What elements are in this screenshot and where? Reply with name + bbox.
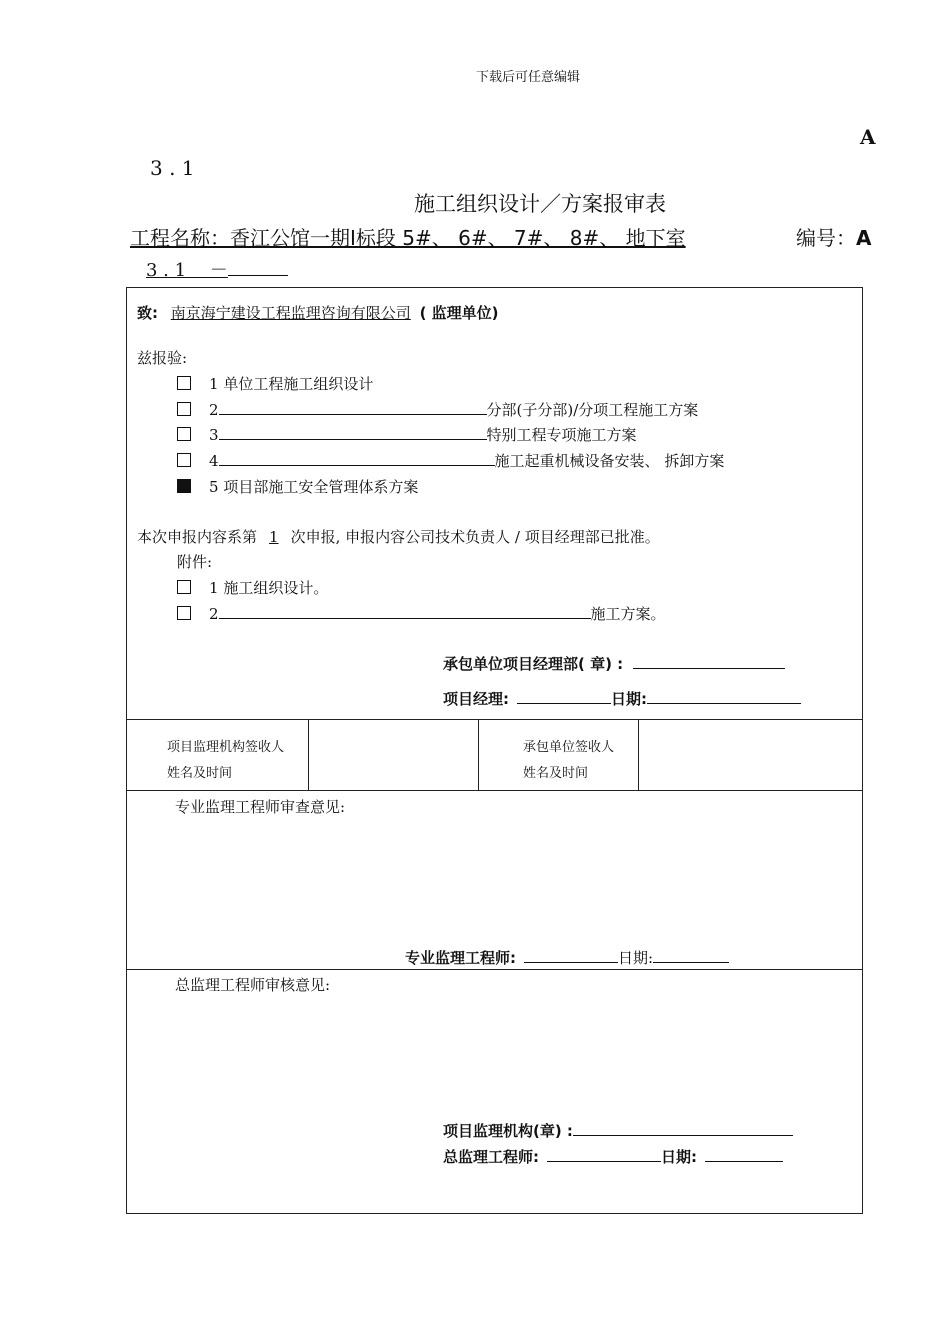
engineer-date-label: 日期: bbox=[618, 949, 654, 967]
chief-sign-label: 总监理工程师: bbox=[443, 1148, 539, 1166]
item-4 bbox=[177, 450, 724, 471]
engineer-sign-line bbox=[405, 947, 729, 968]
pm-line bbox=[443, 688, 801, 709]
checkbox-icon[interactable] bbox=[177, 376, 191, 390]
checked-checkbox-icon[interactable] bbox=[177, 479, 191, 493]
item-text: 特别工程专项施工方案 bbox=[486, 426, 637, 444]
sign-contractor-line1: 承包单位签收人 bbox=[523, 740, 615, 755]
number-suffix: 3 . 1 － bbox=[146, 260, 228, 281]
project-line bbox=[130, 222, 686, 251]
fill-blank bbox=[219, 425, 487, 440]
code-left: 3 . 1 bbox=[150, 156, 195, 180]
item-text: 分部(子分部)/分项工程施工方案 bbox=[486, 401, 699, 419]
col-divider bbox=[638, 719, 639, 790]
report-count: 1 bbox=[269, 528, 279, 546]
checkbox-icon[interactable] bbox=[177, 606, 191, 620]
engineer-sign-label: 专业监理工程师: bbox=[405, 949, 516, 967]
to-suffix: ( 监理单位) bbox=[419, 304, 499, 322]
attachment-text: 施工组织设计。 bbox=[223, 579, 329, 597]
number-label: 编号： bbox=[796, 226, 856, 250]
attachment-number: 1 bbox=[209, 579, 219, 597]
item-text: 施工起重机械设备安装、 拆卸方案 bbox=[494, 452, 725, 470]
contractor-dept-label: 承包单位项目经理部( 章) : bbox=[443, 655, 624, 673]
number-blank bbox=[228, 261, 288, 276]
engineer-date-blank[interactable] bbox=[653, 948, 729, 963]
engineer-sign-blank[interactable] bbox=[524, 948, 618, 963]
approval-form-table bbox=[126, 287, 863, 1214]
sign-contractor-line2: 姓名及时间 bbox=[523, 766, 589, 781]
item-number: 4 bbox=[209, 452, 219, 470]
contractor-dept-line bbox=[443, 653, 785, 674]
pm-blank[interactable] bbox=[517, 689, 611, 704]
attachment-text: 施工方案。 bbox=[590, 605, 666, 623]
sign-supervision-cell bbox=[167, 735, 284, 787]
project-label: 工程名称： bbox=[130, 226, 230, 250]
to-label: 致: bbox=[137, 304, 158, 322]
attachment-2 bbox=[177, 603, 666, 624]
fill-blank bbox=[219, 400, 487, 415]
engineer-review-label: 专业监理工程师审查意见: bbox=[175, 798, 346, 816]
to-line bbox=[137, 302, 499, 323]
page-title: 施工组织设计／方案报审表 bbox=[414, 192, 666, 216]
chief-review-label: 总监理工程师审核意见: bbox=[175, 976, 331, 994]
pm-label: 项目经理: bbox=[443, 690, 509, 708]
item-1 bbox=[177, 373, 373, 394]
number-line2 bbox=[146, 256, 288, 282]
checkbox-icon[interactable] bbox=[177, 427, 191, 441]
number-line bbox=[796, 222, 871, 251]
attachment-1 bbox=[177, 577, 328, 598]
contractor-stamp-blank[interactable] bbox=[633, 654, 785, 669]
col-divider bbox=[308, 719, 309, 790]
row-divider bbox=[127, 969, 862, 970]
to-company: 南京海宁建设工程监理咨询有限公司 bbox=[170, 304, 411, 322]
chief-org-blank[interactable] bbox=[573, 1121, 793, 1136]
item-number: 5 bbox=[209, 478, 219, 496]
chief-date-blank[interactable] bbox=[705, 1147, 783, 1162]
attachment-label: 附件: bbox=[177, 553, 213, 571]
chief-org-line bbox=[443, 1120, 793, 1141]
report-post: 次申报, 申报内容公司技术负责人 / 项目经理部已批准。 bbox=[290, 528, 660, 546]
fill-blank bbox=[219, 451, 495, 466]
sign-supervision-line1: 项目监理机构签收人 bbox=[167, 740, 285, 755]
item-text: 项目部施工安全管理体系方案 bbox=[223, 478, 419, 496]
attachment-number: 2 bbox=[209, 605, 219, 623]
submit-intro: 兹报验: bbox=[137, 349, 188, 367]
sign-contractor-cell bbox=[523, 735, 614, 787]
fill-blank bbox=[219, 604, 591, 619]
number-prefix: A bbox=[856, 226, 872, 250]
report-pre: 本次申报内容系第 bbox=[137, 528, 258, 546]
chief-sign-blank[interactable] bbox=[547, 1147, 661, 1162]
checkbox-icon[interactable] bbox=[177, 402, 191, 416]
item-2 bbox=[177, 399, 698, 420]
watermark: 下载后可任意编辑 bbox=[476, 70, 581, 85]
pm-date-blank[interactable] bbox=[647, 689, 801, 704]
checkbox-icon[interactable] bbox=[177, 580, 191, 594]
item-number: 2 bbox=[209, 401, 219, 419]
chief-date-label: 日期: bbox=[661, 1148, 697, 1166]
report-line bbox=[137, 526, 660, 547]
item-5 bbox=[177, 476, 418, 497]
item-number: 1 bbox=[209, 375, 219, 393]
item-number: 3 bbox=[209, 426, 219, 444]
pm-date-label: 日期: bbox=[611, 690, 647, 708]
checkbox-icon[interactable] bbox=[177, 453, 191, 467]
item-3 bbox=[177, 424, 637, 445]
chief-org-label: 项目监理机构(章) : bbox=[443, 1122, 573, 1140]
row-divider bbox=[127, 790, 862, 791]
col-divider bbox=[478, 719, 479, 790]
code-top-right: A bbox=[860, 125, 876, 149]
chief-sign-line bbox=[443, 1146, 783, 1167]
sign-supervision-line2: 姓名及时间 bbox=[167, 766, 233, 781]
row-divider bbox=[127, 719, 862, 720]
item-text: 单位工程施工组织设计 bbox=[223, 375, 374, 393]
project-name: 香江公馆一期Ⅰ标段 5#、 6#、 7#、 8#、 地下室 bbox=[230, 226, 686, 250]
